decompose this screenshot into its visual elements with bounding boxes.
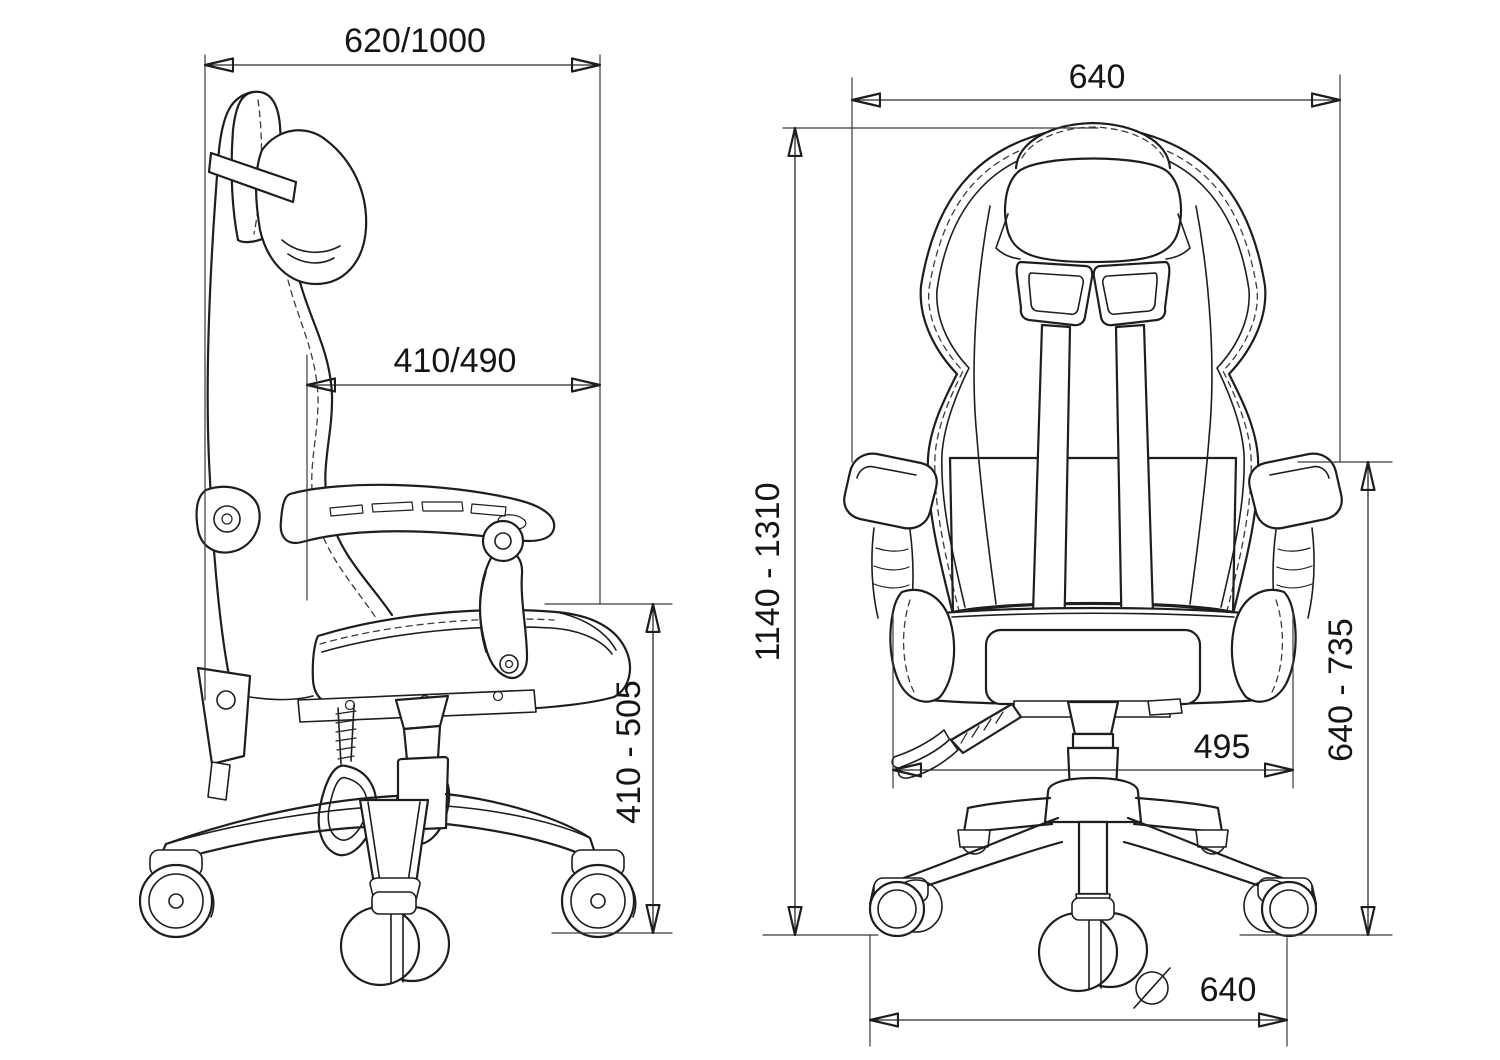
dim-label-front-overall-width: 640 [1068,58,1126,96]
dim-label-front-overall-height: 1140 - 1310 [748,482,787,662]
front-headrest-pillow [996,123,1190,262]
side-base [156,794,598,900]
front-quilted-panel [950,458,1236,612]
dim-label-side-seat-depth: 410/490 [393,342,517,380]
dim-label-front-armrest-height: 640 - 735 [1321,618,1360,762]
front-view-chair [844,123,1342,991]
dim-label-front-seat-width: 495 [1193,728,1251,766]
side-view-chair [140,92,636,985]
front-strap-holes [1017,262,1170,325]
front-headrest-straps [1032,325,1154,648]
front-lumbar-pillow [986,630,1200,704]
dim-label-base-diameter: 640 [1199,971,1257,1009]
dim-label-side-overall-depth: 620/1000 [344,22,486,60]
dim-label-side-seat-height: 410 - 505 [609,680,648,824]
front-seat-mechanism [892,699,1182,778]
side-headrest-pillow [256,130,366,284]
